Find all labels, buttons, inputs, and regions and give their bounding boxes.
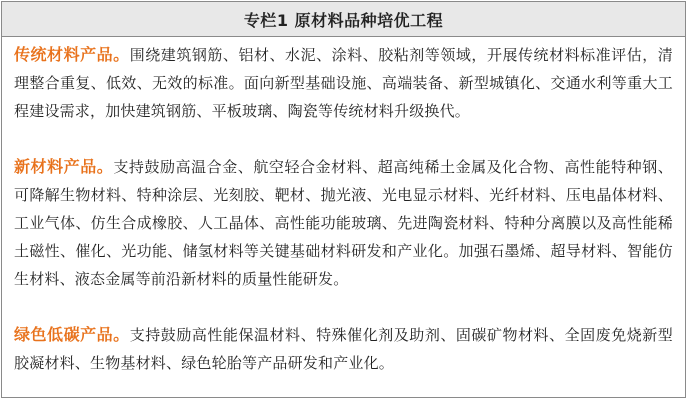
section-text: 围绕建筑钢筋、铝材、水泥、涂料、胶粘剂等领域，开展传统材料标准评估，清理整合重复、低效、无效的标准。面向新型基础设施、高端装备、新型城镇化、交通水利等重大工程建设需求，加快建筑钢筋、平板玻璃、陶瓷等传统材料升级换代。 <box>14 46 673 120</box>
column-box <box>1 1 686 398</box>
section-green-low-carbon <box>14 321 673 377</box>
section-lead: 绿色低碳产品。 <box>14 325 130 344</box>
column-title: 专栏1 原材料品种培优工程 <box>2 2 685 37</box>
section-lead: 传统材料产品。 <box>14 45 130 64</box>
section-new-materials <box>14 153 673 293</box>
section-text: 支持鼓励高性能保温材料、特殊催化剂及助剂、固碳矿物材料、全固废免烧新型胶凝材料、生物基材料、绿色轮胎等产品研发和产业化。 <box>14 326 673 372</box>
section-lead: 新材料产品。 <box>14 157 114 176</box>
column-content <box>2 37 685 377</box>
section-traditional-materials <box>14 41 673 125</box>
section-text: 支持鼓励高温合金、航空轻合金材料、超高纯稀土金属及化合物、高性能特种钢、可降解生物材料、特种涂层、光刻胶、靶材、抛光液、光电显示材料、光纤材料、压电晶体材料、工业气体、仿生合成橡胶、人工晶体、高性能功能玻璃、先进陶瓷材料、特种分离膜以及高性能稀土磁性、催化、光功能、储氢材料等关键基础材料研发和产业化。加强石墨烯、超导材料、智能仿生材料、液态金属等前沿新材料的质量性能研发。 <box>14 158 673 288</box>
